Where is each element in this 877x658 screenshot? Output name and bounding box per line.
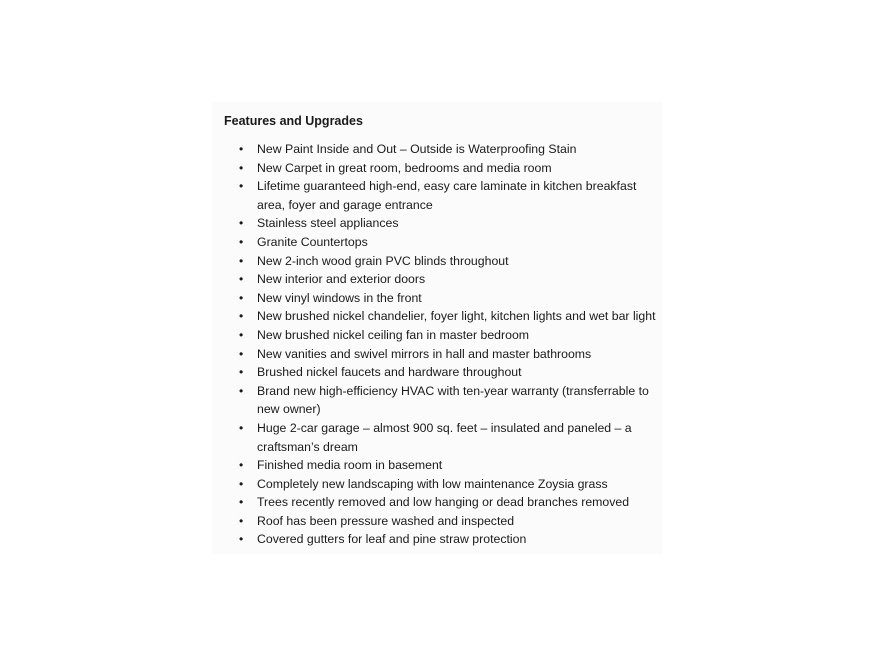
list-item <box>224 140 664 159</box>
bullet-icon: • <box>239 420 244 435</box>
feature-list <box>224 140 664 549</box>
list-item <box>224 307 664 326</box>
list-item-text: Lifetime guaranteed high-end, easy care laminate in kitchen breakfast area, foyer and garage entrance <box>257 179 637 212</box>
bullet-icon: • <box>239 513 244 528</box>
list-item-text: Brushed nickel faucets and hardware throughout <box>257 365 522 380</box>
bullet-icon: • <box>239 290 244 305</box>
bullet-icon: • <box>239 476 244 491</box>
list-item <box>224 530 664 549</box>
list-item-text: New brushed nickel chandelier, foyer light, kitchen lights and wet bar light <box>257 309 656 324</box>
list-item-text: Completely new landscaping with low maintenance Zoysia grass <box>257 476 608 491</box>
list-item-text: New vinyl windows in the front <box>257 290 422 305</box>
bullet-icon: • <box>239 142 244 156</box>
list-item <box>224 475 664 494</box>
list-item-text: Roof has been pressure washed and inspected <box>257 513 515 528</box>
bullet-icon: • <box>239 346 244 361</box>
list-item-text: Covered gutters for leaf and pine straw protection <box>257 532 527 547</box>
list-item <box>224 345 664 364</box>
bullet-icon: • <box>239 216 244 231</box>
list-item <box>224 493 664 512</box>
list-item <box>224 252 664 271</box>
bullet-icon: • <box>239 365 244 380</box>
bullet-icon: • <box>239 383 244 398</box>
list-item-text: Granite Countertops <box>257 234 368 249</box>
list-item-text: Finished media room in basement <box>257 458 443 473</box>
list-item <box>224 177 664 214</box>
list-item-text: New Paint Inside and Out – Outside is Waterproofing Stain <box>257 142 577 156</box>
list-item <box>224 159 664 178</box>
bullet-icon: • <box>239 309 244 324</box>
bullet-icon: • <box>239 234 244 249</box>
list-item <box>224 456 664 475</box>
list-item-text: New Carpet in great room, bedrooms and media room <box>257 160 552 175</box>
bullet-icon: • <box>239 458 244 473</box>
bullet-icon: • <box>239 179 244 194</box>
list-item-text: New vanities and swivel mirrors in hall and master bathrooms <box>257 346 592 361</box>
list-item <box>224 512 664 531</box>
list-item-text: New interior and exterior doors <box>257 272 426 287</box>
list-item <box>224 326 664 345</box>
bullet-icon: • <box>239 327 244 342</box>
bullet-icon: • <box>239 160 244 175</box>
list-item-text: New brushed nickel ceiling fan in master bedroom <box>257 327 530 342</box>
list-item <box>224 289 664 308</box>
list-item <box>224 419 664 456</box>
list-item-text: Brand new high-efficiency HVAC with ten-year warranty (transferrable to new owner) <box>257 383 649 417</box>
document-title: Features and Upgrades <box>224 114 363 128</box>
bullet-icon: • <box>239 272 244 287</box>
list-item-text: Trees recently removed and low hanging or dead branches removed <box>257 495 630 510</box>
list-item <box>224 382 664 419</box>
list-item-text: Huge 2-car garage – almost 900 sq. feet – insulated and paneled – a craftsman’s dream <box>257 420 632 454</box>
list-item <box>224 233 664 252</box>
bullet-icon: • <box>239 253 244 268</box>
list-item <box>224 270 664 289</box>
list-item-text: Stainless steel appliances <box>257 216 399 231</box>
list-item <box>224 363 664 382</box>
list-item-text: New 2-inch wood grain PVC blinds throughout <box>257 253 509 268</box>
bullet-icon: • <box>239 532 244 547</box>
bullet-icon: • <box>239 495 244 510</box>
list-item <box>224 214 664 233</box>
